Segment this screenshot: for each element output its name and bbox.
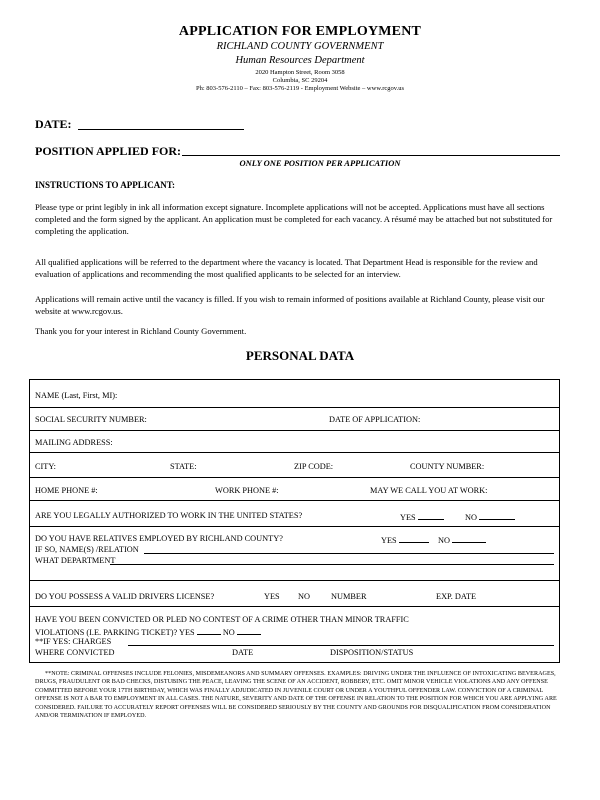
relative-names-label: IF SO, NAME(S) /RELATION: [35, 545, 139, 554]
what-department-field[interactable]: [110, 564, 554, 565]
position-label: POSITION APPLIED FOR:: [35, 144, 182, 158]
application-date-label: DATE OF APPLICATION:: [329, 415, 421, 424]
conviction-yes-blank[interactable]: [197, 626, 221, 635]
contact-line: Ph: 803-576-2110 – Fax: 803-576-2119 - Employment Website – www.rcgov.us: [196, 85, 404, 92]
row-divider: [29, 477, 560, 478]
where-convicted-label: WHERE CONVICTED: [35, 648, 115, 657]
department-name: Human Resources Department: [235, 55, 365, 66]
instructions-paragraph-3: Applications will remain active until the vacancy is filled. If you wish to remain informed of positions available at Richland County, please visit our website at www.rcgov.us.: [35, 294, 545, 316]
authorization-yes-blank[interactable]: [418, 511, 444, 520]
relatives-yes-blank[interactable]: [399, 534, 429, 543]
date-label: DATE:: [35, 117, 72, 131]
organization-name: RICHLAND COUNTY GOVERNMENT: [216, 41, 384, 52]
row-divider: [29, 430, 560, 431]
name-field-label: NAME (Last, First, MI):: [35, 391, 118, 400]
position-note: ONLY ONE POSITION PER APPLICATION: [239, 158, 401, 168]
ssn-field-label: SOCIAL SECURITY NUMBER:: [35, 415, 147, 424]
home-phone-label: HOME PHONE #:: [35, 486, 98, 495]
relatives-no-blank[interactable]: [452, 534, 486, 543]
charges-field[interactable]: [128, 645, 554, 646]
relatives-yes: YES: [381, 534, 429, 545]
relatives-question: DO YOU HAVE RELATIVES EMPLOYED BY RICHLAND COUNTY?: [35, 534, 283, 543]
relatives-no: NO: [438, 534, 486, 545]
charges-label: **IF YES: CHARGES: [35, 637, 112, 646]
row-divider: [29, 606, 560, 607]
conviction-question-line-1: HAVE YOU BEEN CONVICTED OR PLED NO CONTEST OF A CRIME OTHER THAN MINOR TRAFFIC: [35, 615, 409, 624]
instructions-paragraph-2: All qualified applications will be referred to the department where the vacancy is located. That Department Head is responsible for the review and evaluation of applications and recommending the most qualified applicants to be selected for an interview.: [35, 257, 538, 279]
conviction-no-blank[interactable]: [237, 626, 261, 635]
license-number-label: NUMBER: [331, 592, 367, 601]
city-label: CITY:: [35, 462, 56, 471]
authorization-no-blank[interactable]: [479, 511, 515, 520]
row-divider: [29, 452, 560, 453]
instructions-paragraph-4: Thank you for your interest in Richland County Government.: [35, 326, 247, 336]
drivers-license-question: DO YOU POSSESS A VALID DRIVERS LICENSE?: [35, 592, 215, 601]
what-department-label: WHAT DEPARTMENT: [35, 556, 116, 565]
personal-data-heading: PERSONAL DATA: [245, 348, 355, 363]
work-authorization-question: ARE YOU LEGALLY AUTHORIZED TO WORK IN THE UNITED STATES?: [35, 511, 303, 520]
row-divider: [29, 580, 560, 581]
date-field[interactable]: [78, 129, 244, 130]
address-line-1: 2020 Hampton Street, Room 3058: [255, 69, 345, 76]
authorization-no: NO: [465, 511, 515, 522]
state-label: STATE:: [170, 462, 197, 471]
work-phone-label: WORK PHONE #:: [215, 486, 279, 495]
instructions-paragraph-1: Please type or print legibly in ink all information except signature. Incomplete applications will not be accepted. Applications must have all sections completed and the form signed by the applicant. An application must be completed for each vacancy. A résumé may be attached but not substituted for completing the application.: [35, 202, 553, 236]
row-divider: [29, 526, 560, 527]
row-divider: [29, 500, 560, 501]
may-call-at-work-label: MAY WE CALL YOU AT WORK:: [370, 486, 488, 495]
disposition-status-label: DISPOSITION/STATUS: [330, 648, 414, 657]
relative-names-field[interactable]: [144, 553, 554, 554]
license-no: NO: [298, 592, 310, 601]
license-yes: YES: [264, 592, 280, 601]
form-title: APPLICATION FOR EMPLOYMENT: [178, 24, 422, 39]
conviction-date-label: DATE: [232, 648, 254, 657]
address-line-2: Columbia, SC 29204: [272, 77, 328, 84]
conviction-question-line-2: VIOLATIONS (I.E. PARKING TICKET)? YES NO: [35, 626, 261, 637]
license-exp-date-label: EXP. DATE: [436, 592, 477, 601]
zip-code-label: ZIP CODE:: [294, 462, 334, 471]
mailing-address-label: MAILING ADDRESS:: [35, 438, 113, 447]
criminal-offense-note: **NOTE: CRIMINAL OFFENSES INCLUDE FELONIES, MISDEMEANORS AND SUMMARY OFFENSES. EXAMPLES: DRIVING UNDER THE INFLUENCE OF INTOXICATING BEVERAGES, DRUGS, FRAUDULENT OR BAD CHECKS, DISTUBING THE PEACE, LEAVING THE SCENE OF AN ACCIDENT, ROBBERY, ETC. OMIT MINOR VEHICLE VIOLATIONS AND ANY OFFENSE COMMITTED BEFORE YOUR 17TH BIRTHDAY, WHICH WAS FINALLY ADJUDICATED IN JUVENILE COURT OR UNDER A YOUTHFUL OFFENDER LAW. CONVICTION OF A CRIMINAL OFFENSE IS NOT A BAR TO EMPLOYMENT IN ALL CASES. THE NATURE, SEVERITY AND DATE OF THE OFFENSE IN RELATION TO THE POSITION FOR WHICH YOU ARE APPLYING ARE CONSIDERED. FAILURE TO ACCURATELY REPORT OFFENSES WILL BE CONSIDERED SERIOUSLY BY THE COUNTY AND GROUNDS FOR DISQUALIFICATION FROM CONSIDERATION AND/OR TERMINATION IF EMPLOYED.: [35, 671, 557, 720]
instructions-heading: INSTRUCTIONS TO APPLICANT:: [35, 180, 176, 190]
authorization-yes: YES: [400, 511, 444, 522]
county-number-label: COUNTY NUMBER:: [410, 462, 485, 471]
row-divider: [29, 407, 560, 408]
position-field[interactable]: [182, 155, 560, 156]
